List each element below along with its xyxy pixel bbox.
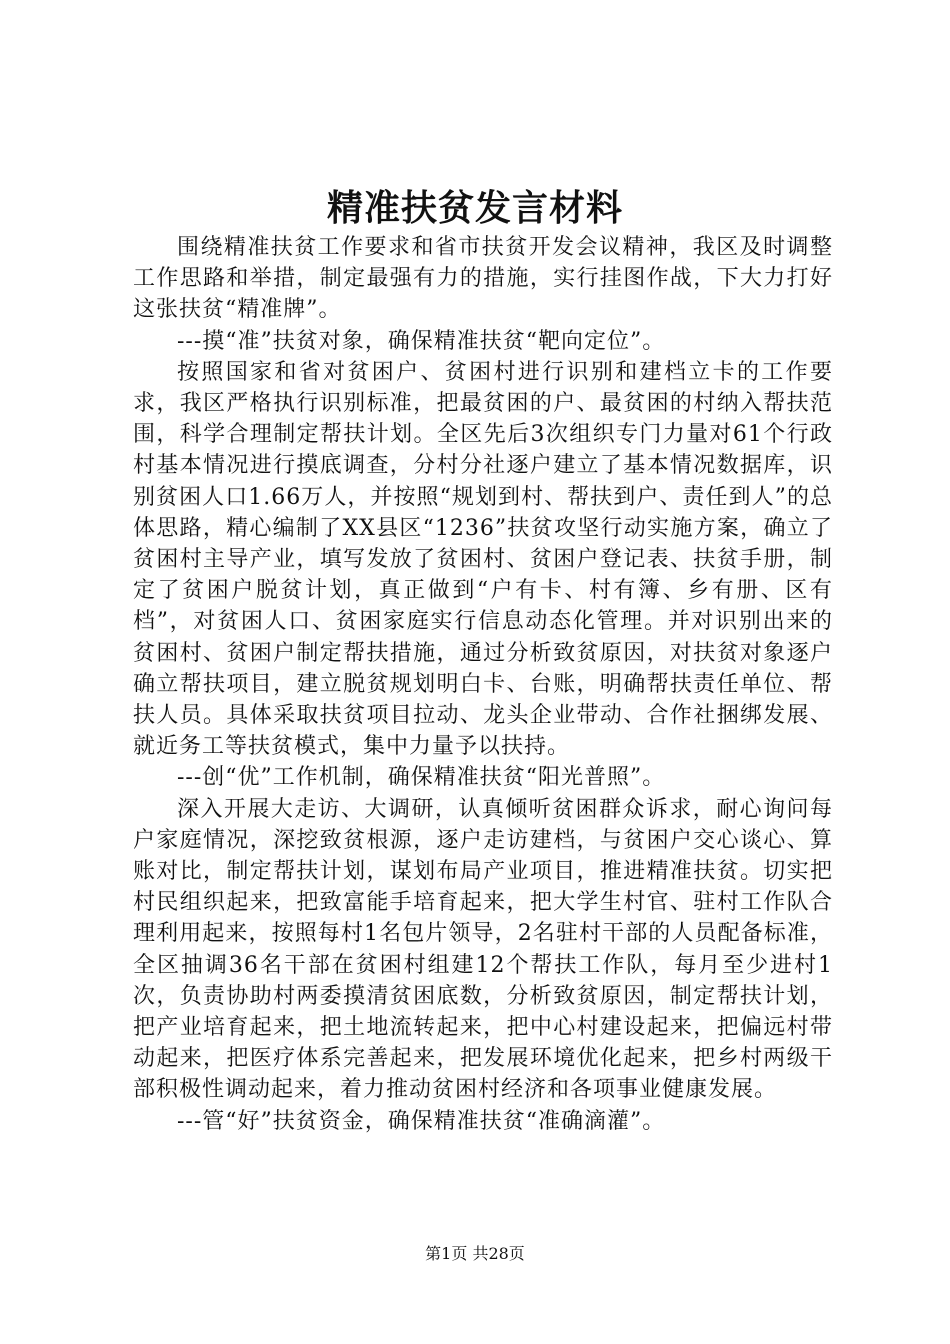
- section-heading-2: ---创“优”工作机制，确保精准扶贫“阳光普照”。: [177, 765, 666, 791]
- section-heading-3: ---管“好”扶贫资金，确保精准扶贫“准确滴灌”。: [177, 1108, 666, 1134]
- paragraph-section-1: 按照国家和省对贫困户、贫困村进行识别和建档立卡的工作要求，我区严格执行识别标准，把最贫困的户、最贫困的村纳入帮扶范围，科学合理制定帮扶计划。全区先后3次组织专门力量对61个行政村基本情况进行摸底调查，分村分社逐户建立了基本情况数据库，识别贫困人口1.66万人，并按照“规划到村、帮扶到户、责任到人”的总体思路，精心编制了XX县区“1236”扶贫攻坚行动实施方案，确立了贫困村主导产业，填写发放了贫困村、贫困户登记表、扶贫手册，制定了贫困户脱贫计划，真正做到“户有卡、村有簿、乡有册、区有档”，对贫困人口、贫困家庭实行信息动态化管理。并对识别出来的贫困村、贫困户制定帮扶措施，通过分析致贫原因，对扶贫对象逐户确立帮扶项目，建立脱贫规划明白卡、台账，明确帮扶责任单位、帮扶人员。具体采取扶贫项目拉动、龙头企业带动、合作社捆绑发展、就近务工等扶贫模式，集中力量予以扶持。: [133, 359, 833, 760]
- paragraph-section-2: 深入开展大走访、大调研，认真倾听贫困群众诉求，耐心询问每户家庭情况，深挖致贫根源，逐户走访建档，与贫困户交心谈心、算账对比，制定帮扶计划，谋划布局产业项目，推进精准扶贫。切实把村民组织起来，把致富能手培育起来，把大学生村官、驻村工作队合理利用起来，按照每村1名包片领导，2名驻村干部的人员配备标准，全区抽调36名干部在贫困村组建12个帮扶工作队，每月至少进村1次，负责协助村两委摸清贫困底数，分析致贫原因，制定帮扶计划，把产业培育起来，把土地流转起来，把中心村建设起来，把偏远村带动起来，把医疗体系完善起来，把发展环境优化起来，把乡村两级干部积极性调动起来，着力推动贫困村经济和各项事业健康发展。: [133, 796, 833, 1103]
- document-body: [133, 232, 833, 1137]
- paragraph-intro: 围绕精准扶贫工作要求和省市扶贫开发会议精神，我区及时调整工作思路和举措，制定最强有力的措施，实行挂图作战，下大力打好这张扶贫“精准牌”。: [133, 235, 833, 323]
- document-title: 精准扶贫发言材料: [326, 187, 623, 229]
- section-heading-1: ---摸“准”扶贫对象，确保精准扶贫“靶向定位”。: [177, 328, 666, 354]
- page-footer: 第1页 共28页: [425, 1244, 525, 1263]
